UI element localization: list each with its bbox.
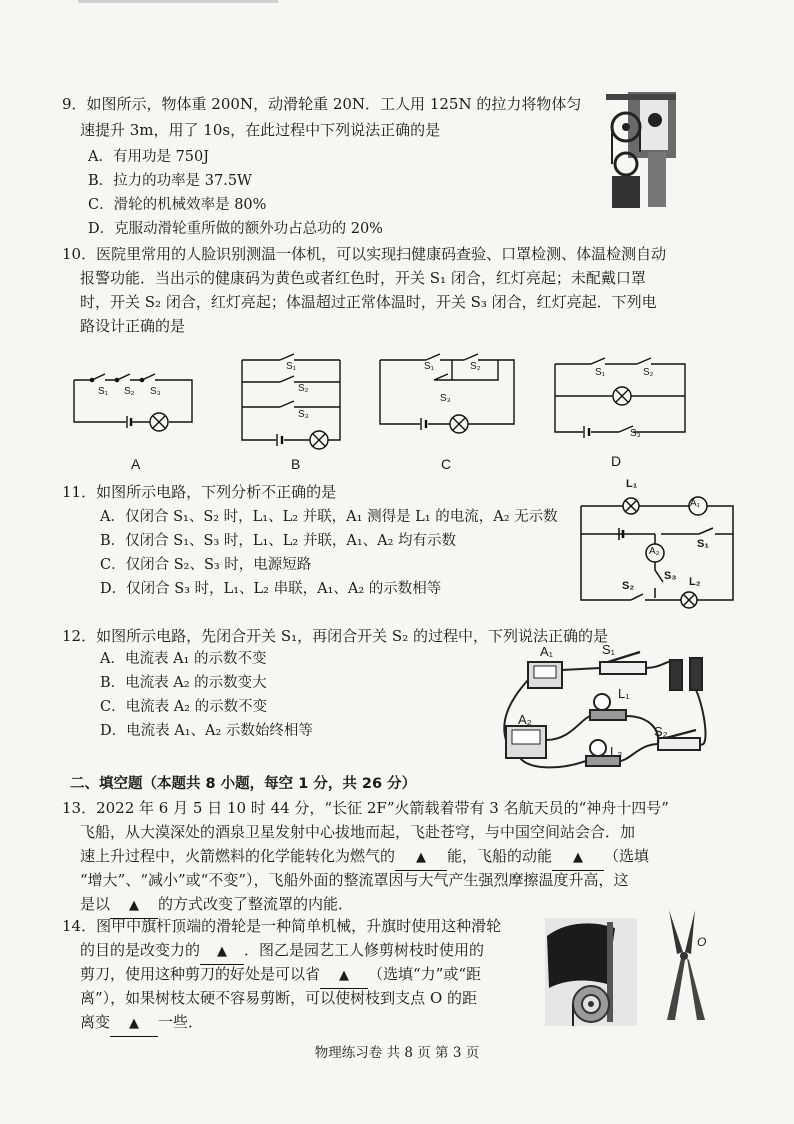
circuit-d [553, 356, 689, 440]
q12-s1-label: S₁ [602, 642, 616, 657]
circuit-c-s1-label: S₁ [424, 361, 435, 372]
q11-a1-label: A₁ [690, 498, 701, 509]
circuit-a [72, 370, 197, 430]
q12-option-a: A．电流表 A₁ 的示数不变 [100, 651, 267, 667]
q14-line5: 离变 ▲ 一些． [80, 1010, 203, 1037]
q9-option-b: B．拉力的功率是 37.5W [88, 173, 252, 189]
circuit-a-s2-label: S₂ [124, 386, 135, 397]
q14-blank-2: ▲ [320, 964, 368, 989]
scan-edge [78, 0, 278, 3]
circuit-d-s2-label: S₂ [643, 367, 654, 378]
q14-line4: 离”），如果树枝太硬不容易剪断，可以使树枝到支点 O 的距 [80, 989, 478, 1007]
q11-option-b: B．仅闭合 S₁、S₃ 时，L₁、L₂ 并联，A₁、A₂ 均有示数 [100, 533, 457, 549]
q14-line2: 的目的是改变力的 ▲ ．图乙是园艺工人修剪树枝时使用的 [80, 938, 484, 965]
q14-blank-3: ▲ [110, 1012, 158, 1037]
q12-option-c: C．电流表 A₂ 的示数不变 [100, 699, 268, 715]
circuit-b-s2-label: S₂ [298, 383, 309, 394]
circuit-b-s1-label: S₁ [286, 361, 297, 372]
section-fill-in-title: 二、填空题（本题共 8 小题，每空 1 分，共 26 分） [70, 776, 417, 792]
q12-a1-label: A₁ [540, 644, 554, 659]
q10-line1: 10．医院里常用的人脸识别测温一体机，可以实现扫健康码查验、口罩检测、体温检测自动 [62, 245, 667, 263]
q9-stem-line1: 9．如图所示，物体重 200N，动滑轮重 20N．工人用 125N 的拉力将物体匀 [62, 95, 582, 113]
q10-line4: 路设计正确的是 [80, 317, 186, 335]
page-footer: 物理练习卷 共 8 页 第 3 页 [314, 1045, 480, 1061]
circuit-b-caption: B [291, 456, 301, 472]
q13-blank-1: ▲ [395, 846, 447, 871]
q13-line4: “增大”、“减小”或“不变”），飞船外面的整流罩因与大气产生强烈摩擦温度升高，这 [80, 871, 629, 889]
circuit-a-s3-label: S₃ [150, 386, 161, 397]
circuit-b-s3-label: S₃ [298, 409, 309, 420]
q11-l2-label: L₂ [689, 576, 701, 588]
q12-stem: 12．如图所示电路，先闭合开关 S₁，再闭合开关 S₂ 的过程中，下列说法正确的是 [62, 627, 608, 645]
q11-s1-label: S₁ [697, 538, 709, 550]
q12-s2-label: S₂ [654, 724, 668, 739]
q13-line1: 13．2022 年 6 月 5 日 10 时 44 分，“长征 2F”火箭载着带有 3 名航天员的“神舟十四号” [62, 799, 669, 817]
circuit-d-caption: D [611, 453, 622, 469]
circuit-c-s3-label: S₃ [440, 393, 451, 404]
q10-line2: 报警功能．当出示的健康码为黄色或者红色时，开关 S₁ 闭合，红灯亮起；未配戴口罩 [80, 269, 646, 287]
pruning-shears-figure [655, 908, 719, 1024]
q9-option-c: C．滑轮的机械效率是 80% [88, 197, 267, 213]
circuit-d-s3-label: S₃ [630, 428, 641, 439]
circuit-c-caption: C [441, 456, 452, 472]
q11-s3-label: S₃ [664, 570, 677, 582]
circuit-d-s1-label: S₁ [595, 367, 606, 378]
q13-blank-2: ▲ [552, 846, 604, 871]
circuit-c-s2-label: S₂ [470, 361, 481, 372]
q14-line3: 剪刀，使用这种剪刀的好处是可以省 ▲ （选填“力”或“距 [80, 962, 481, 989]
circuit-a-s1-label: S₁ [98, 386, 109, 397]
q13-line3: 速上升过程中，火箭燃料的化学能转化为燃气的 ▲ 能，飞船的动能 ▲ （选填 [80, 844, 649, 871]
q12-l1-label: L₁ [618, 686, 630, 701]
q9-option-d: D．克服动滑轮重所做的额外功占总功的 20% [88, 221, 383, 237]
q12-option-b: B．电流表 A₂ 的示数变大 [100, 675, 267, 691]
q12-option-d: D．电流表 A₁、A₂ 示数始终相等 [100, 723, 313, 739]
q13-line5: 是以 ▲ 的方式改变了整流罩的内能． [80, 892, 353, 919]
q11-option-c: C．仅闭合 S₂、S₃ 时，电源短路 [100, 557, 312, 573]
q11-s2-label: S₂ [622, 580, 635, 592]
q14-line1: 14．图甲中旗杆顶端的滑轮是一种简单机械，升旗时使用这种滑轮 [62, 917, 502, 935]
pulley-figure [600, 92, 682, 212]
q11-l1-label: L₁ [626, 478, 638, 490]
q11-option-a: A．仅闭合 S₁、S₂ 时，L₁、L₂ 并联，A₁ 测得是 L₁ 的电流，A₂ 无示数 [100, 509, 558, 525]
q11-option-d: D．仅闭合 S₃ 时，L₁、L₂ 串联，A₁、A₂ 的示数相等 [100, 581, 442, 597]
q10-line3: 时，开关 S₂ 闭合，红灯亮起；体温超过正常体温时，开关 S₃ 闭合，红灯亮起．下列电 [80, 293, 657, 311]
q12-a2-label: A₂ [518, 712, 532, 727]
flagpole-pulley-figure [545, 918, 637, 1026]
q12-l2-label: L₂ [610, 744, 623, 759]
shears-pivot-o-label: O [697, 935, 707, 949]
circuit-a-caption: A [131, 456, 141, 472]
q12-physical-circuit [490, 640, 730, 782]
q11-a2-label: A₂ [649, 546, 660, 557]
q11-stem: 11．如图所示电路，下列分析不正确的是 [62, 483, 337, 501]
q9-stem-line2: 速提升 3m，用了 10s，在此过程中下列说法正确的是 [80, 121, 441, 139]
q13-blank-3: ▲ [110, 894, 158, 919]
q14-blank-1: ▲ [200, 940, 244, 965]
q9-option-a: A．有用功是 750J [88, 149, 210, 165]
q13-line2: 飞船，从大漠深处的酒泉卫星发射中心拔地而起，飞赴苍穹，与中国空间站会合．加 [80, 823, 636, 841]
